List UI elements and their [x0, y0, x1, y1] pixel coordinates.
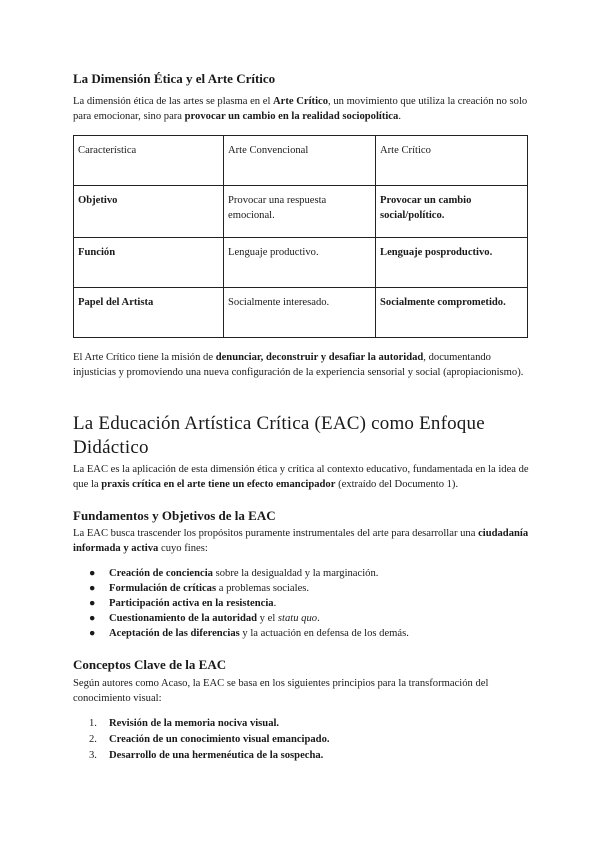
bold-text: ciudadanía informada y activa: [73, 528, 529, 554]
table-cell: Socialmente comprometido.: [376, 288, 528, 338]
list-item: [73, 748, 330, 764]
fundamentos-paragraph: [73, 526, 533, 556]
comparison-table: [73, 135, 528, 338]
list-item: [73, 596, 409, 611]
section-heading-etica: La Dimensión Ética y el Arte Crítico: [73, 71, 276, 86]
list-item: [73, 626, 409, 641]
table-cell: Lenguaje productivo.: [224, 238, 376, 288]
table-header-row: [74, 136, 528, 186]
bullet-icon: ●: [89, 628, 96, 639]
text: , documentando injusticias y promoviendo una nueva configuración de la experiencia sensorial y social (apropiacionismo).: [73, 352, 524, 378]
list-item: [73, 566, 409, 581]
bold-text: provocar un cambio en la realidad sociopolítica: [184, 111, 399, 122]
bold-text: Creación de conciencia: [109, 568, 213, 579]
bold-text: denunciar, deconstruir y desafiar la autoridad: [215, 352, 424, 363]
list-item: [73, 716, 330, 732]
bold-text: Cuestionamiento de la autoridad: [109, 613, 258, 624]
section-title-eac: La Educación Artística Crítica (EAC) como Enfoque Didáctico: [73, 413, 485, 458]
bold-text: praxis crítica en el arte tiene un efecto emancipador: [101, 479, 336, 490]
list-number: 2.: [89, 734, 97, 745]
bullet-icon: ●: [89, 583, 96, 594]
mission-paragraph: [73, 350, 533, 380]
bold-text: Participación activa en la resistencia: [109, 598, 274, 609]
text: La EAC busca trascender los propósitos puramente instrumentales del arte para desarrollar una: [73, 528, 479, 539]
text: , un movimiento que utiliza la creación no solo para emocionar, sino para: [73, 96, 528, 122]
text: .: [317, 613, 320, 624]
text: .: [273, 598, 277, 609]
row-label: Objetivo: [74, 186, 224, 238]
table-cell: Lenguaje posproductivo.: [376, 238, 528, 288]
subheading-fundamentos: Fundamentos y Objetivos de la EAC: [73, 508, 276, 523]
text: sobre la desigualdad y la marginación.: [212, 568, 379, 579]
text: La dimensión ética de las artes se plasma en el: [73, 96, 274, 107]
table-header-cell: Arte Convencional: [224, 136, 376, 186]
table-header-cell: Característica: [74, 136, 224, 186]
list-item: [73, 611, 409, 626]
intro-paragraph: [73, 94, 533, 124]
table-cell: Provocar un cambio social/político.: [376, 186, 528, 238]
text: La EAC es la aplicación de esta dimensión ética y crítica al contexto educativo, fundamentada en la idea de que la: [73, 464, 529, 490]
text: Creación de un conocimiento visual emancipado.: [109, 734, 330, 745]
subheading-conceptos: Conceptos Clave de la EAC: [73, 657, 227, 672]
text: cuyo fines:: [158, 543, 208, 554]
list-item: [73, 581, 409, 596]
text: .: [398, 111, 401, 122]
text: a problemas sociales.: [216, 583, 310, 594]
list-number: 3.: [89, 750, 97, 761]
italic-text: statu quo: [277, 613, 318, 624]
text: y la actuación en defensa de los demás.: [239, 628, 409, 639]
text: El Arte Crítico tiene la misión de: [73, 352, 216, 363]
row-label: Función: [74, 238, 224, 288]
bullet-icon: ●: [89, 613, 96, 624]
objectives-list: [73, 566, 409, 641]
row-label: Papel del Artista: [74, 288, 224, 338]
bullet-icon: ●: [89, 568, 96, 579]
text: Revisión de la memoria nociva visual.: [109, 718, 280, 729]
list-number: 1.: [89, 718, 97, 729]
table-cell: Provocar una respuesta emocional.: [224, 186, 376, 238]
list-item: [73, 732, 330, 748]
table-row: [74, 186, 528, 238]
eac-intro-paragraph: [73, 462, 533, 492]
table-row: [74, 238, 528, 288]
table-cell: Socialmente interesado.: [224, 288, 376, 338]
table-header-cell: Arte Crítico: [376, 136, 528, 186]
text: y el: [257, 613, 278, 624]
text: Desarrollo de una hermenéutica de la sospecha.: [109, 750, 324, 761]
bold-text: Aceptación de las diferencias: [109, 628, 240, 639]
principles-list: [73, 716, 330, 764]
bold-text: Formulación de críticas: [109, 583, 217, 594]
conceptos-paragraph: Según autores como Acaso, la EAC se basa en los siguientes principios para la transformación del conocimiento visual:: [73, 678, 489, 704]
bullet-icon: ●: [89, 598, 96, 609]
bold-text: Arte Crítico: [273, 96, 329, 107]
table-row: [74, 288, 528, 338]
text: (extraído del Documento 1).: [335, 479, 459, 490]
